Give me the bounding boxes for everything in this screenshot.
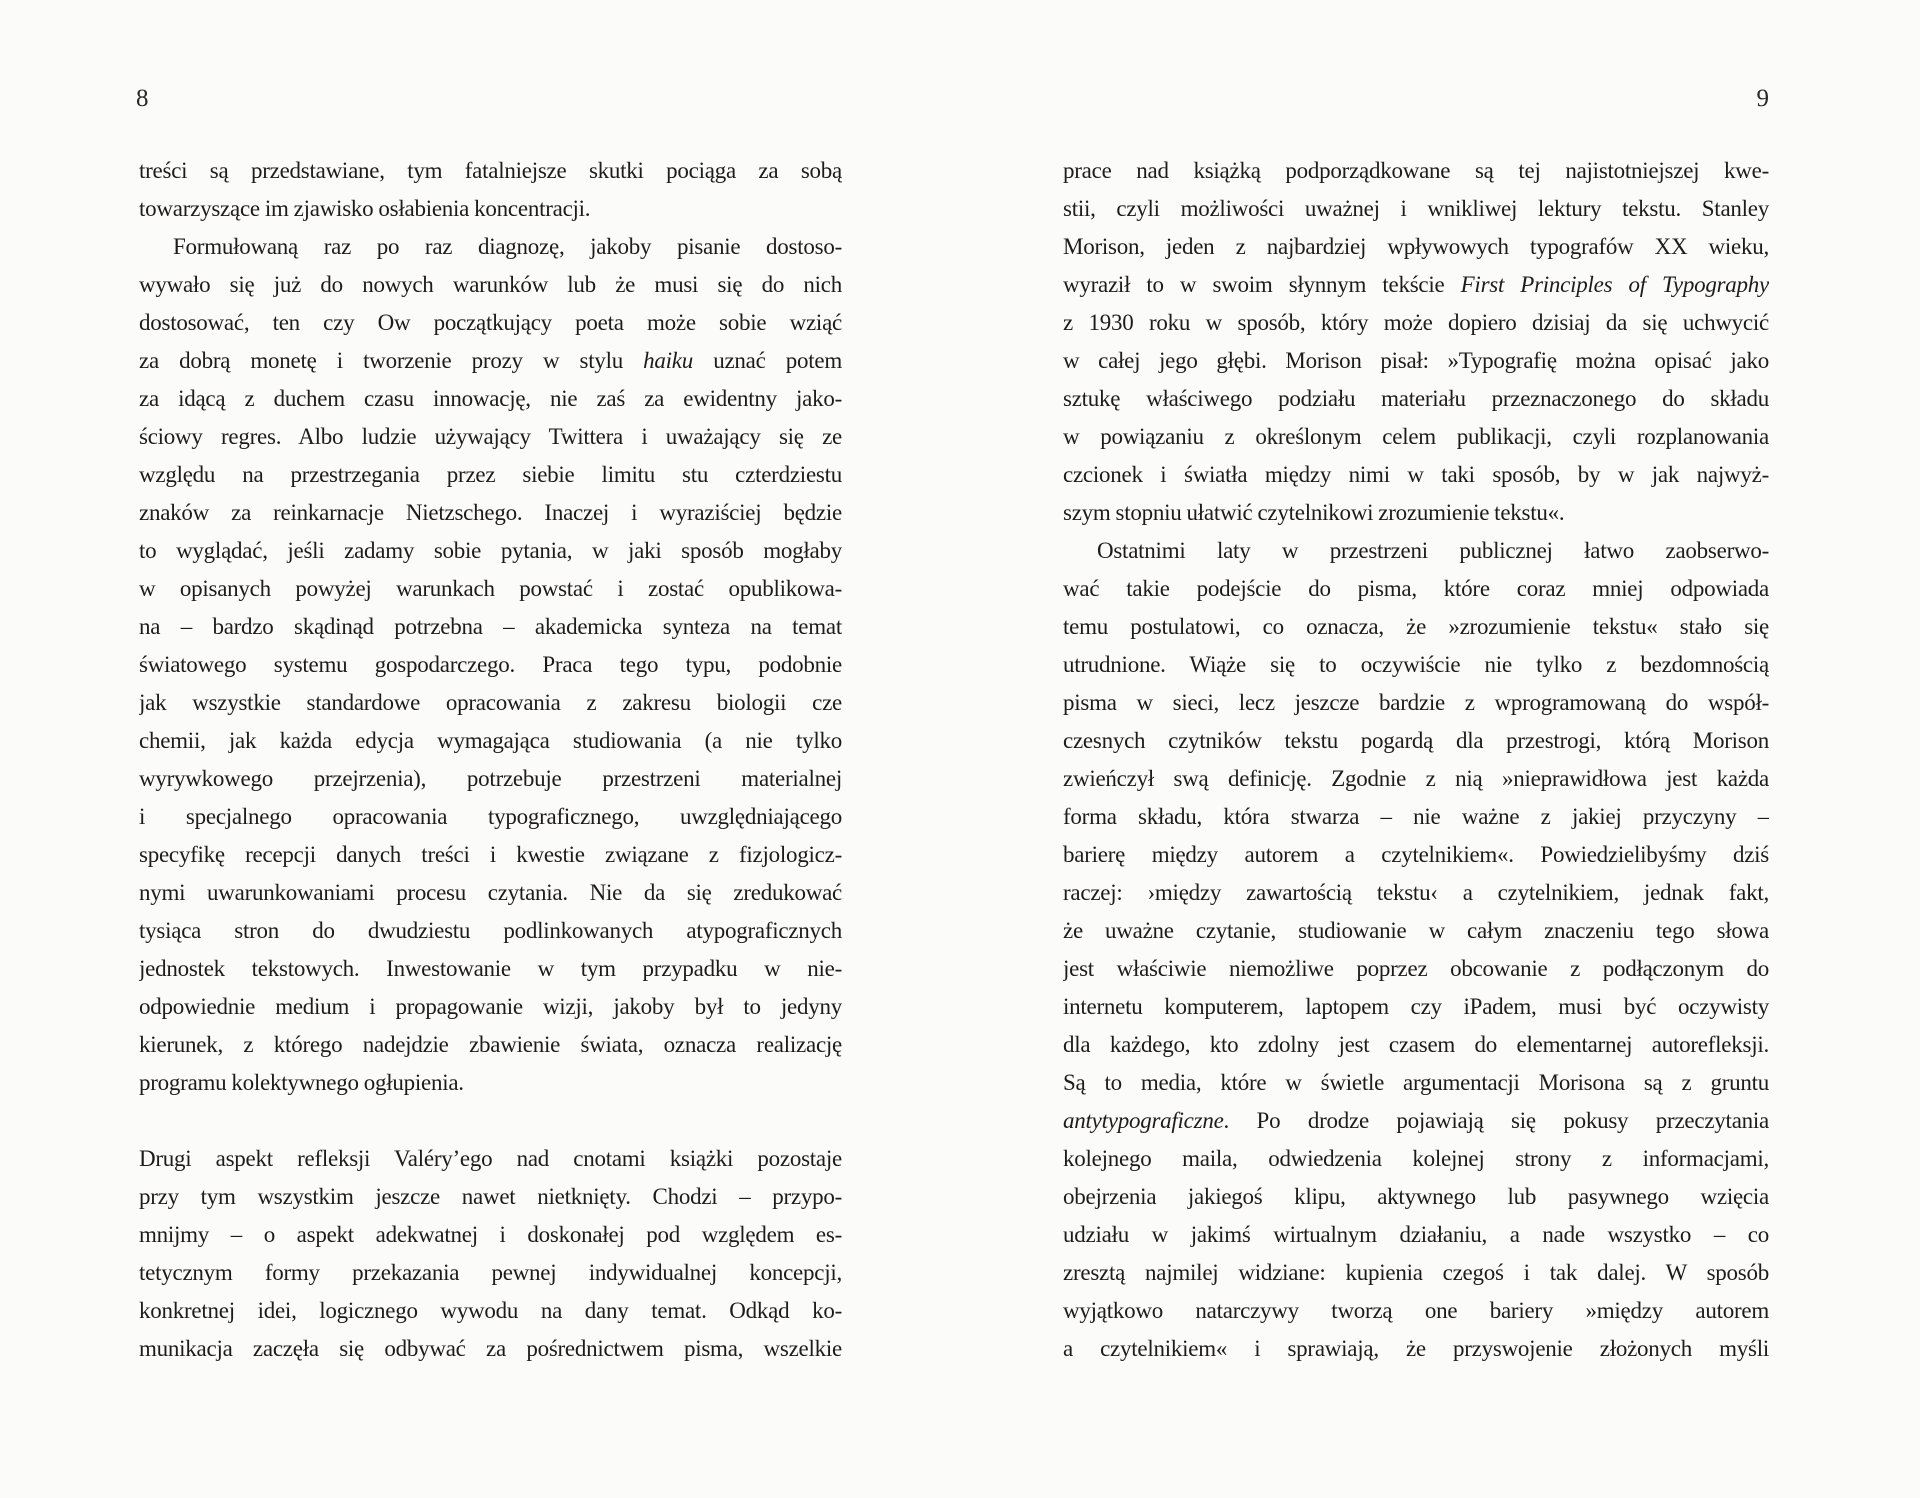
text-segment: towarzyszące im zjawisko osłabienia koncentracji. (139, 196, 591, 221)
text-line (139, 266, 842, 304)
text-segment: . Po drodze pojawiają się pokusy przeczytania (1223, 1108, 1769, 1133)
text-line (139, 190, 842, 228)
text-line (1063, 1292, 1769, 1330)
text-segment: jak wszystkie standardowe opracowania z zakresu biologii cze (139, 690, 842, 715)
text-segment: za dobrą monetę i tworzenie prozy w stylu (139, 348, 644, 373)
text-segment: to wyglądać, jeśli zadamy sobie pytania, w jaki sposób mogłaby (139, 538, 842, 563)
paragraph-spacer (139, 1102, 842, 1140)
text-line (139, 1026, 842, 1064)
text-segment: programu kolektywnego ogłupienia. (139, 1070, 464, 1095)
text-segment: dostosować, ten czy Ow początkujący poeta może sobie wziąć (139, 310, 842, 335)
text-line (139, 608, 842, 646)
text-line (1063, 1330, 1769, 1368)
text-line (139, 342, 842, 380)
text-line (139, 950, 842, 988)
text-segment: zresztą najmilej widziane: kupienia czegoś i tak dalej. W sposób (1063, 1260, 1769, 1285)
text-line (139, 988, 842, 1026)
text-segment: raczej: ›między zawartością tekstu‹ a czytelnikiem, jednak fakt, (1063, 880, 1769, 905)
text-segment: forma składu, która stwarza – nie ważne z jakiej przyczyny – (1063, 804, 1769, 829)
text-segment: z 1930 roku w sposób, który może dopiero dzisiaj da się uchwycić (1063, 310, 1769, 335)
text-segment: nymi uwarunkowaniami procesu czytania. Nie da się zredukować (139, 880, 842, 905)
text-line (1063, 684, 1769, 722)
text-segment: w powiązaniu z określonym celem publikacji, czyli rozplanowania (1063, 424, 1769, 449)
text-line (1063, 570, 1769, 608)
text-segment: ściowy regres. Albo ludzie używający Twittera i uważający się ze (139, 424, 842, 449)
text-line (139, 1140, 842, 1178)
text-segment: wać takie podejście do pisma, które coraz mniej odpowiada (1063, 576, 1769, 601)
text-line (1063, 456, 1769, 494)
text-segment: obejrzenia jakiegoś klipu, aktywnego lub pasywnego wzięcia (1063, 1184, 1769, 1209)
text-segment: jednostek tekstowych. Inwestowanie w tym przypadku w nie- (139, 956, 842, 981)
text-line (139, 722, 842, 760)
text-segment: Ostatnimi laty w przestrzeni publicznej łatwo zaobserwo- (1097, 538, 1769, 563)
text-line (1063, 380, 1769, 418)
right-page-text-column (1063, 152, 1769, 1368)
text-line (1063, 1064, 1769, 1102)
text-segment: stii, czyli możliwości uważnej i wnikliwej lektury tekstu. Stanley (1063, 196, 1769, 221)
text-segment: w całej jego głębi. Morison pisał: »Typografię można opisać jako (1063, 348, 1769, 373)
text-segment: konkretnej idei, logicznego wywodu na dany temat. Odkąd ko- (139, 1298, 842, 1323)
text-line (1063, 532, 1769, 570)
text-line (1063, 342, 1769, 380)
text-line (1063, 1026, 1769, 1064)
text-segment: Drugi aspekt refleksji Valéry’ego nad cnotami książki pozostaje (139, 1146, 842, 1171)
text-line (139, 836, 842, 874)
text-segment: utrudnione. Wiąże się to oczywiście nie tylko z bezdomnością (1063, 652, 1769, 677)
text-line (139, 798, 842, 836)
text-segment: Formułowaną raz po raz diagnozę, jakoby pisanie dostoso- (173, 234, 842, 259)
text-line (139, 760, 842, 798)
text-line (1063, 494, 1769, 532)
text-line (139, 418, 842, 456)
text-segment: internetu komputerem, laptopem czy iPadem, musi być oczywisty (1063, 994, 1769, 1019)
italic-text-segment: antytypograficzne (1063, 1108, 1224, 1133)
text-line (1063, 874, 1769, 912)
text-line (1063, 798, 1769, 836)
text-line (139, 684, 842, 722)
text-segment: specyfikę recepcji danych treści i kwestie związane z fizjologicz- (139, 842, 842, 867)
page-number-right: 9 (1756, 85, 1769, 112)
text-line (1063, 1254, 1769, 1292)
text-segment: Są to media, które w świetle argumentacji Morisona są z gruntu (1063, 1070, 1769, 1095)
left-page-text-column (139, 152, 842, 1368)
text-segment: przy tym wszystkim jeszcze nawet nietknięty. Chodzi – przypo- (139, 1184, 842, 1209)
text-line (139, 912, 842, 950)
text-segment: za idącą z duchem czasu innowację, nie zaś za ewidentny jako- (139, 386, 842, 411)
text-line (139, 874, 842, 912)
text-line (1063, 418, 1769, 456)
text-line (1063, 228, 1769, 266)
text-line (139, 532, 842, 570)
text-segment: zwieńczył swą definicję. Zgodnie z nią »nieprawidłowa jest każda (1063, 766, 1769, 791)
text-segment: względu na przestrzegania przez siebie limitu stu czterdziestu (139, 462, 842, 487)
text-segment: tysiąca stron do dwudziestu podlinkowanych atypograficznych (139, 918, 842, 943)
text-segment: chemii, jak każda edycja wymagająca studiowania (a nie tylko (139, 728, 842, 753)
text-segment: a czytelnikiem« i sprawiają, że przyswojenie złożonych myśli (1063, 1336, 1769, 1361)
text-segment: prace nad książką podporządkowane są tej najistotniejszej kwe- (1063, 158, 1769, 183)
text-line (1063, 950, 1769, 988)
text-segment: czcionek i światła między nimi w taki sposób, by w jak najwyż- (1063, 462, 1769, 487)
text-segment: wyrywkowego przejrzenia), potrzebuje przestrzeni materialnej (139, 766, 842, 791)
text-line (1063, 1102, 1769, 1140)
text-segment: treści są przedstawiane, tym fatalniejsze skutki pociąga za sobą (139, 158, 842, 183)
text-line (139, 1178, 842, 1216)
text-line (139, 494, 842, 532)
text-segment: mnijmy – o aspekt adekwatnej i doskonałej pod względem es- (139, 1222, 842, 1247)
italic-text-segment: haiku (643, 348, 694, 373)
text-line (139, 304, 842, 342)
text-segment: wywało się już do nowych warunków lub że musi się do nich (139, 272, 842, 297)
text-line (1063, 266, 1769, 304)
text-segment: temu postulatowi, co oznacza, że »zrozumienie tekstu« stało się (1063, 614, 1769, 639)
text-line (1063, 304, 1769, 342)
text-segment: Morison, jeden z najbardziej wpływowych typografów XX wieku, (1063, 234, 1769, 259)
text-segment: odpowiednie medium i propagowanie wizji, jakoby był to jedyny (139, 994, 842, 1019)
text-line (1063, 988, 1769, 1026)
text-line (139, 380, 842, 418)
text-segment: czesnych czytników tekstu pogardą dla przestrogi, którą Morison (1063, 728, 1769, 753)
text-line (1063, 722, 1769, 760)
text-segment: barierę między autorem a czytelnikiem«. Powiedzielibyśmy dziś (1063, 842, 1769, 867)
text-line (139, 1330, 842, 1368)
text-segment: pisma w sieci, lecz jeszcze bardzie z wprogramowaną do współ- (1063, 690, 1769, 715)
text-line (139, 228, 842, 266)
text-line (139, 1064, 842, 1102)
text-segment: w opisanych powyżej warunkach powstać i zostać opublikowa- (139, 576, 842, 601)
text-line (139, 152, 842, 190)
text-segment: sztukę właściwego podziału materiału przeznaczonego do składu (1063, 386, 1769, 411)
text-segment: szym stopniu ułatwić czytelnikowi zrozumienie tekstu«. (1063, 500, 1565, 525)
text-segment: dla każdego, kto zdolny jest czasem do elementarnej autorefleksji. (1063, 1032, 1769, 1057)
text-segment: że uważne czytanie, studiowanie w całym znaczeniu tego słowa (1063, 918, 1769, 943)
text-segment: kolejnego maila, odwiedzenia kolejnej strony z informacjami, (1063, 1146, 1769, 1171)
text-segment: tetycznym formy przekazania pewnej indywidualnej koncepcji, (139, 1260, 842, 1285)
text-segment: na – bardzo skądinąd potrzebna – akademicka synteza na temat (139, 614, 842, 639)
text-segment: światowego systemu gospodarczego. Praca tego typu, podobnie (139, 652, 842, 677)
text-line (1063, 1140, 1769, 1178)
text-line (1063, 760, 1769, 798)
text-line (1063, 152, 1769, 190)
text-line (1063, 1216, 1769, 1254)
text-line (1063, 836, 1769, 874)
text-line (1063, 608, 1769, 646)
page-number-left: 8 (136, 85, 149, 112)
text-line (1063, 646, 1769, 684)
text-segment: udziału w jakimś wirtualnym działaniu, a nade wszystko – co (1063, 1222, 1769, 1247)
text-line (139, 570, 842, 608)
text-segment: wyraził to w swoim słynnym tekście (1063, 272, 1461, 297)
text-segment: jest właściwie niemożliwe poprzez obcowanie z podłączonym do (1063, 956, 1769, 981)
text-line (1063, 912, 1769, 950)
text-line (1063, 190, 1769, 228)
text-line (139, 646, 842, 684)
text-line (1063, 1178, 1769, 1216)
text-segment: znaków za reinkarnacje Nietzschego. Inaczej i wyraziściej będzie (139, 500, 842, 525)
text-line (139, 1292, 842, 1330)
text-segment: i specjalnego opracowania typograficznego, uwzględniającego (139, 804, 842, 829)
italic-text-segment: First Principles of Typography (1460, 272, 1769, 297)
text-segment: kierunek, z którego nadejdzie zbawienie świata, oznacza realizację (139, 1032, 842, 1057)
text-segment: munikacja zaczęła się odbywać za pośrednictwem pisma, wszelkie (139, 1336, 842, 1361)
text-line (139, 456, 842, 494)
text-segment: wyjątkowo natarczywy tworzą one bariery »między autorem (1063, 1298, 1769, 1323)
text-segment: uznać potem (693, 348, 842, 373)
text-line (139, 1254, 842, 1292)
text-line (139, 1216, 842, 1254)
